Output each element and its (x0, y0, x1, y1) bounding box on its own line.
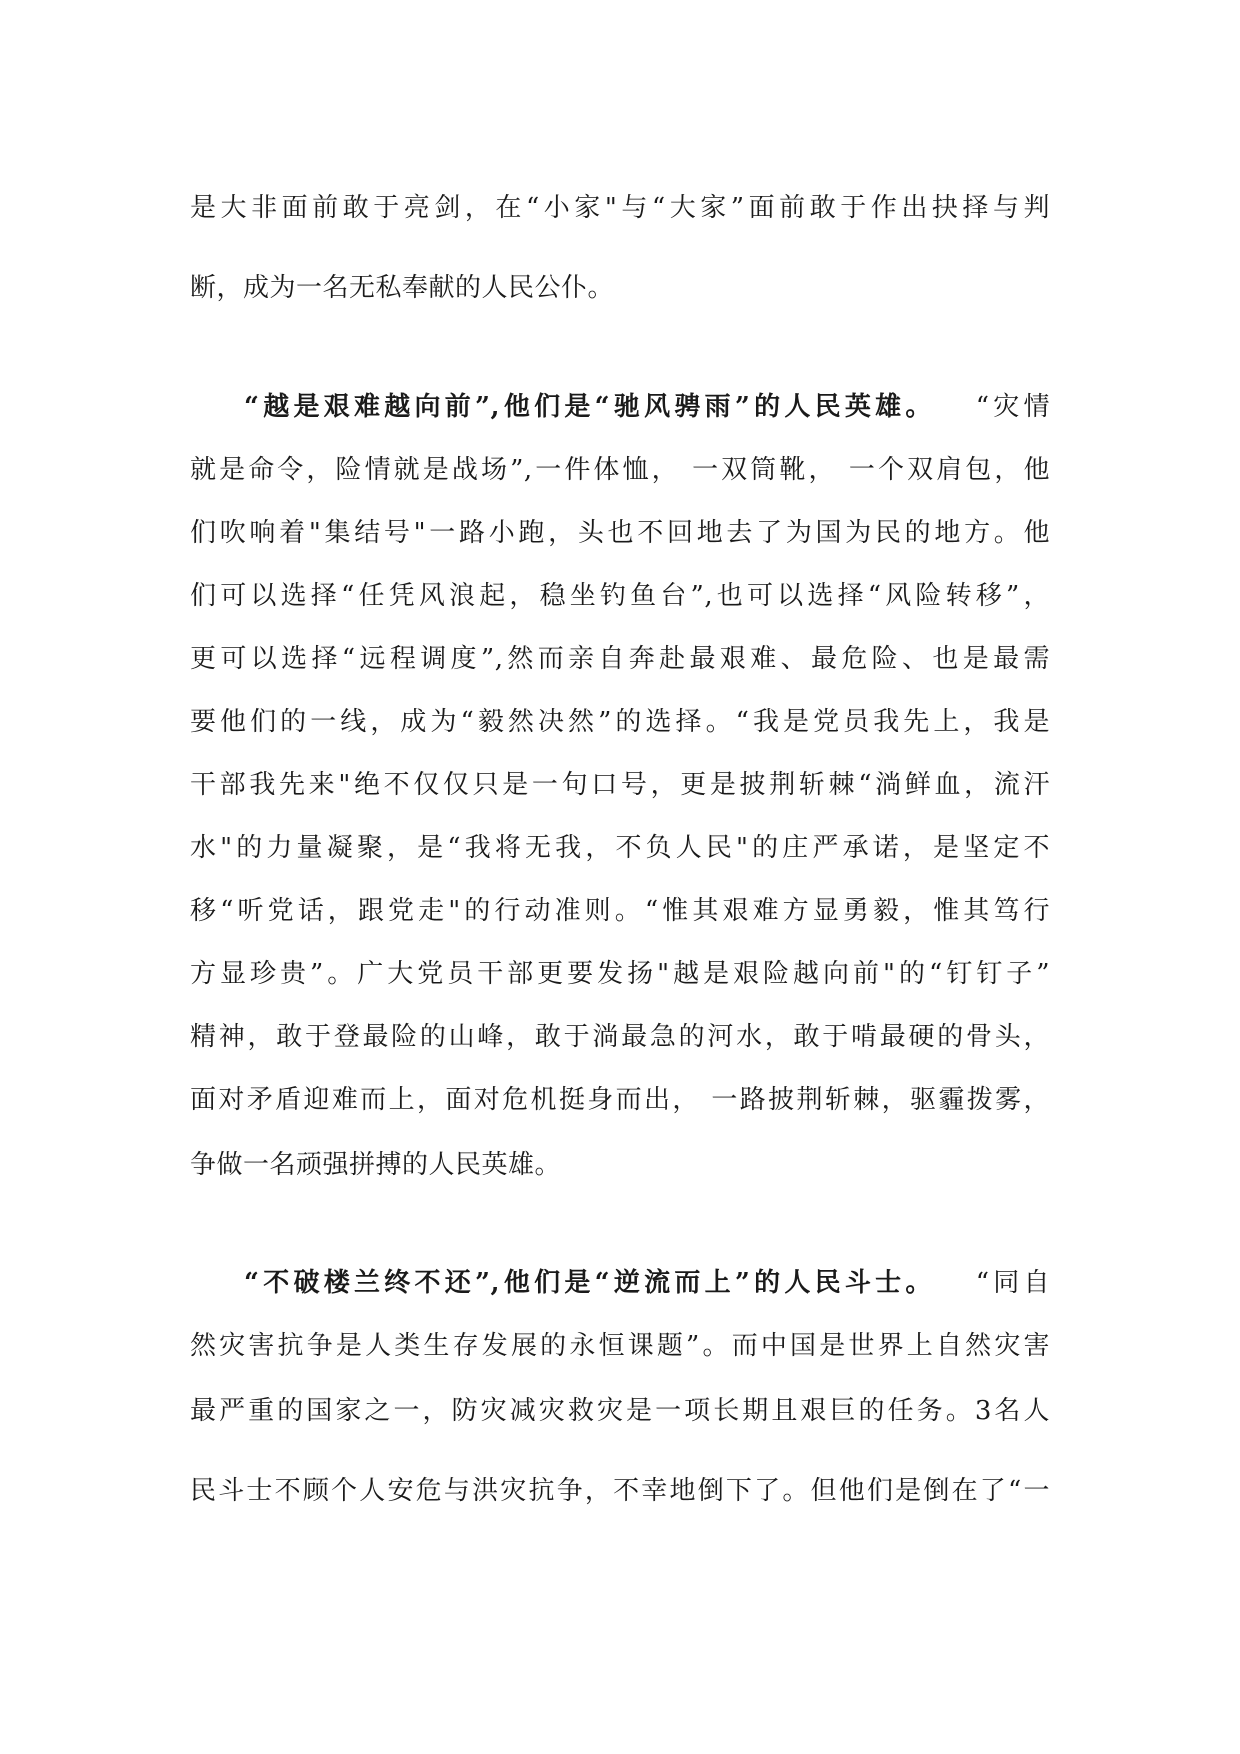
paragraph-2-line: 就是命令，险情就是战场”,一件体恤， 一双筒靴， 一个双肩包，他 (190, 455, 1050, 485)
paragraph-2-line: 要他们的一线，成为“毅然决然”的选择。“我是党员我先上，我是 (190, 707, 1050, 737)
paragraph-1-line-1: 是大非面前敢于亮剑，在“小家"与“大家”面前敢于作出抉择与判 (190, 193, 1050, 223)
paragraph-2-line: 方显珍贵”。广大党员干部更要发扬"越是艰险越向前"的“钉钉子” (190, 959, 1050, 989)
paragraph-2-first-line-rest: “灾情 (975, 392, 1050, 422)
paragraph-2-line: 们可以选择“任凭风浪起，稳坐钓鱼台”,也可以选择“风险转移”， (190, 581, 1050, 611)
paragraph-2-line: 精神，敢于登最险的山峰，敢于淌最急的河水，敢于啃最硬的骨头， (190, 1022, 1050, 1052)
paragraph-1-line-2: 断，成为一名无私奉献的人民公仆。 (190, 273, 615, 303)
paragraph-3-heading: “不破楼兰终不还”,他们是“逆流而上”的人民斗士。 (244, 1268, 936, 1298)
paragraph-3-line: 然灾害抗争是人类生存发展的永恒课题”。而中国是世界上自然灾害 (190, 1331, 1050, 1361)
paragraph-3-line: 最严重的国家之一，防灾减灾救灾是一项长期且艰巨的任务。3名人 (190, 1396, 1050, 1426)
paragraph-3-first-line-rest: “同自 (975, 1268, 1050, 1298)
paragraph-2-line: 干部我先来"绝不仅仅只是一句口号，更是披荆斩棘“淌鲜血，流汗 (190, 770, 1050, 800)
paragraph-2-line: 移“听党话，跟党走"的行动准则。“惟其艰难方显勇毅，惟其笃行 (190, 896, 1050, 926)
paragraph-2-line: 水"的力量凝聚，是“我将无我，不负人民"的庄严承诺，是坚定不 (190, 833, 1050, 863)
paragraph-3-first-line (244, 1263, 1050, 1303)
paragraph-2-heading: “越是艰难越向前”,他们是“驰风骋雨”的人民英雄。 (244, 392, 936, 422)
paragraph-2-line: 争做一名顽强拼搏的人民英雄。 (190, 1150, 562, 1180)
paragraph-3-line: 民斗士不顾个人安危与洪灾抗争，不幸地倒下了。但他们是倒在了“一 (190, 1476, 1050, 1506)
paragraph-2-first-line (244, 387, 1050, 427)
paragraph-2-line: 面对矛盾迎难而上，面对危机挺身而出， 一路披荆斩棘，驱霾拨雾， (190, 1085, 1050, 1115)
paragraph-2-line: 们吹响着"集结号"一路小跑，头也不回地去了为国为民的地方。他 (190, 518, 1050, 548)
paragraph-2-line: 更可以选择“远程调度”,然而亲自奔赴最艰难、最危险、也是最需 (190, 644, 1050, 674)
